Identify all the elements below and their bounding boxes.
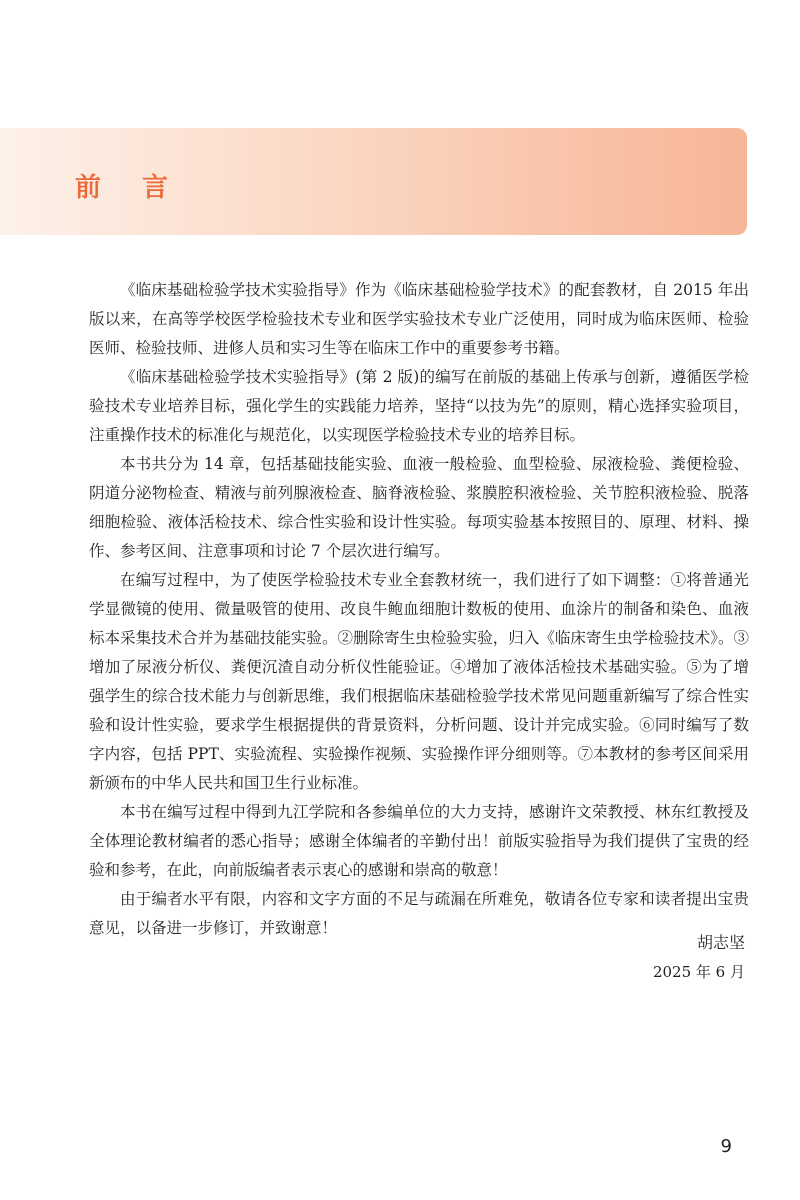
preface-body: [89, 276, 749, 943]
author-signature: 胡志坚: [696, 933, 745, 952]
paragraph-3: 本书共分为 14 章，包括基础技能实验、血液一般检验、血型检验、尿液检验、粪便检验、阴道分泌物检查、精液与前列腺液检查、脑脊液检验、浆膜腔积液检验、关节腔积液检验、脱落细胞检验、液体活检技术、综合性实验和设计性实验。每项实验基本按照目的、原理、材料、操作、参考区间、注意事项和讨论 7 个层次进行编写。: [89, 455, 749, 560]
page-title: 前 言: [75, 173, 185, 203]
page-number: 9: [720, 1136, 732, 1157]
paragraph-4: 在编写过程中，为了使医学检验技术专业全套教材统一，我们进行了如下调整：①将普通光学显微镜的使用、微量吸管的使用、改良牛鲍血细胞计数板的使用、血涂片的制备和染色、血液标本采集技术合并为基础技能实验。②删除寄生虫检验实验，归入《临床寄生虫学检验技术》。③增加了尿液分析仪、粪便沉渣自动分析仪性能验证。④增加了液体活检技术基础实验。⑤为了增强学生的综合技术能力与创新思维，我们根据临床基础检验学技术常见问题重新编写了综合性实验和设计性实验，要求学生根据提供的背景资料，分析问题、设计并完成实验。⑥同时编写了数字内容，包括 PPT、实验流程、实验操作视频、实验操作评分细则等。⑦本教材的参考区间采用新颁布的中华人民共和国卫生行业标准。: [89, 571, 749, 792]
paragraph-1: 《临床基础检验学技术实验指导》作为《临床基础检验学技术》的配套教材，自 2015 年出版以来，在高等学校医学检验技术专业和医学实验技术专业广泛使用，同时成为临床医师、检验医师、检验技师、进修人员和实习生等在临床工作中的重要参考书籍。: [89, 281, 749, 357]
paragraph-2: 《临床基础检验学技术实验指导》(第 2 版)的编写在前版的基础上传承与创新，遵循医学检验技术专业培养目标，强化学生的实践能力培养，坚持“以技为先”的原则，精心选择实验项目，注重操作技术的标准化与规范化，以实现医学检验技术专业的培养目标。: [89, 368, 749, 444]
paragraph-6: 由于编者水平有限，内容和文字方面的不足与疏漏在所难免，敬请各位专家和读者提出宝贵意见，以备进一步修订，并致谢意！: [89, 890, 749, 937]
paragraph-5: 本书在编写过程中得到九江学院和各参编单位的大力支持，感谢许文荣教授、林东红教授及全体理论教材编者的悉心指导；感谢全体编者的辛勤付出！前版实验指导为我们提供了宝贵的经验和参考，在此，向前版编者表示衷心的感谢和崇高的敬意！: [89, 803, 749, 879]
signature-date: 2025 年 6 月: [652, 963, 745, 981]
